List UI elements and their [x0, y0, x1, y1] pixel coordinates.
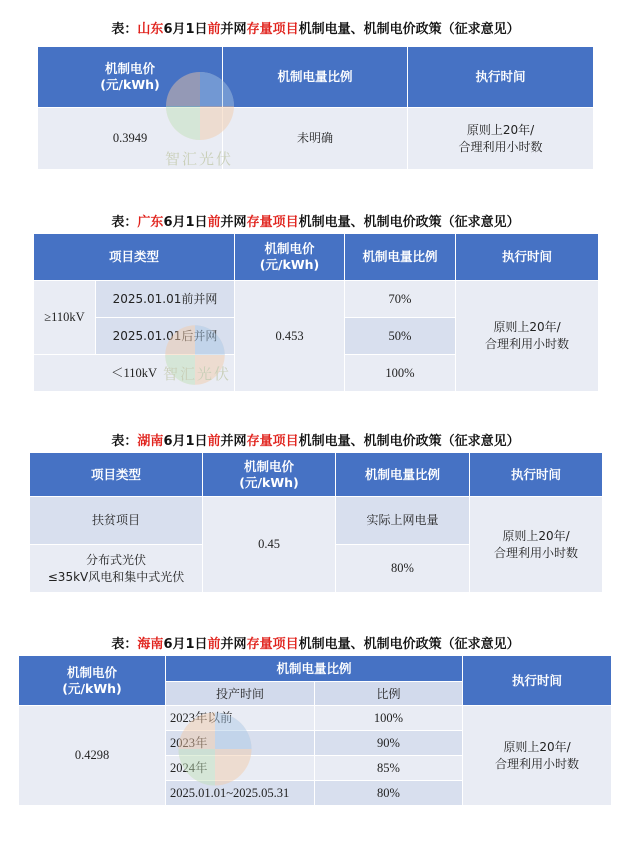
watermark-text: 智汇光伏: [163, 365, 232, 383]
header-type: 项目类型: [34, 234, 235, 281]
table-shandong: [37, 46, 594, 170]
period-cell: 2024年: [166, 756, 315, 781]
header-time: 执行时间: [456, 234, 599, 281]
title-shandong: 表：山东6月1日前并网存量项目机制电量、机制电价政策（征求意见）: [111, 22, 520, 37]
subheader-ratio: 比例: [315, 682, 463, 706]
header-type: 项目类型: [30, 453, 203, 497]
header-price: 机制电价 (元/kWh): [235, 234, 345, 281]
time-cell: 原则上20年/ 合理利用小时数: [408, 108, 594, 170]
ratio-cell: 85%: [315, 756, 463, 781]
title-hainan: 表：海南6月1日前并网存量项目机制电量、机制电价政策（征求意见）: [111, 637, 520, 652]
ratio-cell: 80%: [336, 545, 470, 593]
time-cell: 原则上20年/ 合理利用小时数: [456, 281, 599, 392]
price-cell: 0.3949: [38, 108, 223, 170]
ratio-cell: 80%: [315, 781, 463, 806]
table-hainan: [18, 655, 612, 806]
header-time: 执行时间: [463, 656, 612, 706]
type-cell: 分布式光伏 ≤35kV风电和集中式光伏: [30, 545, 203, 593]
table-hunan: [29, 452, 603, 593]
header-price: 机制电价 (元/kWh): [19, 656, 166, 706]
header-time: 执行时间: [470, 453, 603, 497]
ratio-cell: 70%: [345, 281, 456, 318]
ratio-cell: 100%: [345, 355, 456, 392]
type-cell: ＜110kV: [34, 355, 235, 392]
header-ratio: 机制电量比例: [223, 47, 408, 108]
header-ratio: 机制电量比例: [336, 453, 470, 497]
watermark-text: 智汇光伏: [165, 150, 234, 168]
type-cell: 2025.01.01前并网: [96, 281, 235, 318]
header-price: 机制电价 (元/kWh): [38, 47, 223, 108]
ratio-cell: 未明确: [223, 108, 408, 170]
header-ratio: 机制电量比例: [345, 234, 456, 281]
header-price: 机制电价 (元/kWh): [203, 453, 336, 497]
header-time: 执行时间: [408, 47, 594, 108]
period-cell: 2025.01.01~2025.05.31: [166, 781, 315, 806]
header-ratio: 机制电量比例: [166, 656, 463, 682]
category-cell: ≥110kV: [34, 281, 96, 355]
title-guangdong: 表：广东6月1日前并网存量项目机制电量、机制电价政策（征求意见）: [111, 215, 520, 230]
type-cell: 2025.01.01后并网: [96, 318, 235, 355]
period-cell: 2023年: [166, 731, 315, 756]
price-cell: 0.45: [203, 497, 336, 593]
type-cell: 扶贫项目: [30, 497, 203, 545]
ratio-cell: 100%: [315, 706, 463, 731]
period-cell: 2023年以前: [166, 706, 315, 731]
price-cell: 0.453: [235, 281, 345, 392]
time-cell: 原则上20年/ 合理利用小时数: [463, 706, 612, 806]
subheader-period: 投产时间: [166, 682, 315, 706]
ratio-cell: 实际上网电量: [336, 497, 470, 545]
title-hunan: 表：湖南6月1日前并网存量项目机制电量、机制电价政策（征求意见）: [111, 434, 520, 449]
time-cell: 原则上20年/ 合理利用小时数: [470, 497, 603, 593]
ratio-cell: 90%: [315, 731, 463, 756]
table-guangdong: [33, 233, 599, 392]
price-cell: 0.4298: [19, 706, 166, 806]
ratio-cell: 50%: [345, 318, 456, 355]
